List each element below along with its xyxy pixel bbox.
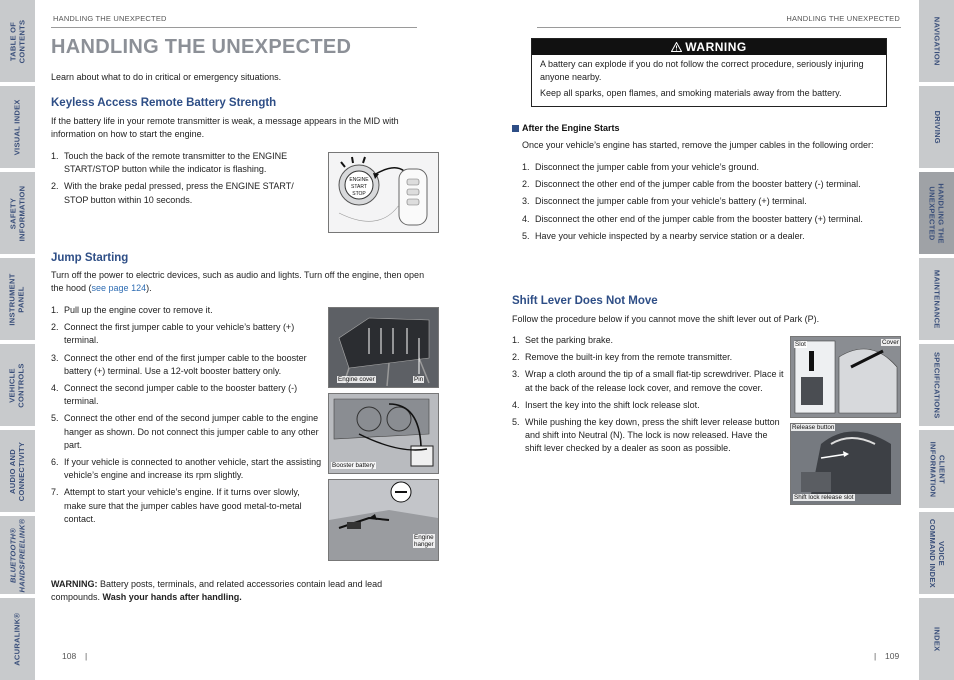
nav-tab-label: AUDIO AND CONNECTIVITY	[8, 441, 26, 501]
after-steps	[522, 161, 914, 247]
list-item: 3. Connect the other end of the first jumper cable to the booster battery (+) terminal. Use a 12-volt booster battery only.	[51, 352, 307, 376]
warning-box	[531, 38, 887, 107]
lead-warning-text: WARNING: Battery posts, terminals, and related accessories contain lead and lead compounds. Wash your hands after handling.	[51, 579, 383, 602]
jump-body: Turn off the power to electric devices, such as audio and lights. Turn off the engine, then open the hood (see page 124).	[51, 270, 425, 293]
page-title: HANDLING THE UNEXPECTED	[51, 36, 352, 58]
nav-tab-label: CLIENT INFORMATION	[928, 441, 946, 497]
nav-tab-index[interactable]	[919, 598, 954, 680]
list-item: 3. Disconnect the jumper cable from your vehicle’s battery (+) terminal.	[522, 196, 807, 207]
figure-remote-engine-start	[328, 152, 439, 233]
nav-tab-label: VISUAL INDEX	[12, 99, 22, 155]
figure-engine-hanger	[328, 479, 439, 561]
shift-heading: Shift Lever Does Not Move	[512, 295, 658, 307]
nav-tab-bluetooth[interactable]	[0, 516, 35, 594]
nav-tab-driving[interactable]	[919, 86, 954, 168]
nav-tab-label: NAVIGATION	[932, 16, 942, 66]
figure-shift-slot-cover	[790, 336, 901, 418]
list-item: 4. Insert the key into the shift lock release slot.	[512, 399, 700, 410]
figure-release-button	[790, 423, 901, 505]
nav-tab-vehicle-controls[interactable]	[0, 344, 35, 426]
caption-engine-cover: Engine cover	[338, 376, 375, 383]
figure-booster-battery	[328, 393, 439, 474]
warning-title: WARNING	[685, 40, 747, 54]
nav-tab-instrument-panel[interactable]	[0, 258, 35, 340]
list-item: 6. If your vehicle is connected to another vehicle, start the assisting vehicle’s engine and increase its rpm slightly.	[51, 457, 322, 481]
intro-text: Learn about what to do in critical or emergency situations.	[51, 72, 282, 82]
nav-tab-label: DRIVING	[932, 110, 942, 144]
list-item: 1. Set the parking brake.	[512, 335, 614, 345]
nav-tab-acuralink[interactable]	[0, 598, 35, 680]
nav-tab-label: TABLE OF CONTENTS	[8, 19, 26, 63]
nav-tab-label: SAFETY INFORMATION	[8, 185, 26, 241]
nav-tab-label: VOICE COMMAND INDEX	[928, 518, 946, 588]
list-item: 5. Have your vehicle inspected by a nearby service station or a dealer.	[522, 230, 805, 241]
running-head-right: HANDLING THE UNEXPECTED	[786, 14, 900, 23]
nav-tab-label: VEHICLE CONTROLS	[8, 362, 26, 408]
list-item: 3. Wrap a cloth around the tip of a small flat-tip screwdriver. Place it at the back of the release lock cover, and remove the cover.	[512, 369, 784, 393]
page-number-left: 108	[62, 651, 77, 661]
nav-tab-label: BLUETOOTH® HANDSFREELINK®	[8, 518, 26, 592]
release-button-illustration	[791, 424, 900, 504]
list-item: 2. Disconnect the other end of the jumper cable from the booster battery (-) terminal.	[522, 179, 861, 190]
list-item: 2. With the brake pedal pressed, press the ENGINE START/ STOP button within 10 seconds.	[51, 181, 294, 205]
section-square-icon	[512, 125, 519, 132]
list-item: 2. Connect the first jumper cable to your vehicle’s battery (+) terminal.	[51, 322, 295, 346]
jump-steps	[51, 304, 323, 530]
nav-tab-visual-index[interactable]	[0, 86, 35, 168]
warning-line: A battery can explode if you do not follow the correct procedure, seriously injuring anyone nearby.	[540, 59, 864, 82]
page-sep-left: |	[85, 651, 88, 661]
page-number-right: 109	[885, 651, 900, 661]
keyless-heading: Keyless Access Remote Battery Strength	[51, 97, 277, 109]
shift-slot-illustration	[791, 337, 900, 417]
engine-button-text-1: ENGINE	[349, 177, 369, 183]
nav-tab-safety-information[interactable]	[0, 172, 35, 254]
caption-pin: Pin	[414, 376, 424, 383]
nav-tab-table-of-contents[interactable]	[0, 0, 35, 82]
left-section-nav	[0, 0, 35, 680]
warning-triangle-icon	[671, 42, 682, 52]
nav-tab-specifications[interactable]	[919, 344, 954, 426]
caption-booster-battery: Booster battery	[332, 462, 375, 469]
caption-shift-lock-slot: Shift lock release slot	[794, 494, 854, 501]
after-intro: Once your vehicle’s engine has started, remove the jumper cables in the following order:	[522, 140, 874, 150]
list-item: 4. Connect the second jumper cable to the booster battery (-) terminal.	[51, 383, 298, 407]
header-rule-right	[537, 27, 901, 28]
header-rule-left	[51, 27, 417, 28]
list-item: 1. Touch the back of the remote transmitter to the ENGINE START/STOP button while the indicator is flashing.	[51, 151, 288, 175]
nav-tab-label: INDEX	[932, 626, 942, 652]
nav-tab-navigation[interactable]	[919, 0, 954, 82]
engine-button-text-2: START	[351, 184, 367, 190]
running-head-left: HANDLING THE UNEXPECTED	[53, 14, 167, 23]
caption-cover: Cover	[882, 339, 899, 346]
warning-body	[532, 55, 886, 103]
caption-slot: Slot	[795, 341, 806, 348]
list-item: 1. Disconnect the jumper cable from your vehicle’s ground.	[522, 162, 759, 172]
warning-box-header	[532, 39, 886, 55]
list-item: 4. Disconnect the other end of the jumper cable from the booster battery (+) terminal.	[522, 213, 863, 224]
caption-engine-hanger: Engine hanger	[414, 534, 434, 548]
nav-tab-label: SPECIFICATIONS	[932, 351, 942, 419]
nav-tab-voice-command-index[interactable]	[919, 512, 954, 594]
figure-engine-cover	[328, 307, 439, 388]
nav-tab-maintenance[interactable]	[919, 258, 954, 340]
list-item: 2. Remove the built-in key from the remote transmitter.	[512, 352, 733, 363]
nav-tab-audio-connectivity[interactable]	[0, 430, 35, 512]
see-page-link[interactable]: see page 124	[91, 283, 147, 293]
after-heading: After the Engine Starts	[512, 123, 620, 133]
list-item: 5. Connect the other end of the second jumper cable to the engine hanger as shown. Do not connect this jumper cable to any other part.	[51, 413, 319, 450]
list-item: 7. Attempt to start your vehicle’s engine. If it turns over slowly, make sure that the jumper cables have good metal-to-metal contact.	[51, 487, 302, 524]
nav-tab-label: INSTRUMENT PANEL	[8, 272, 26, 326]
page-sep-right: |	[874, 651, 877, 661]
nav-tab-label: HANDLING THE UNEXPECTED	[928, 182, 947, 244]
jump-heading: Jump Starting	[51, 252, 129, 264]
nav-tab-label: ACURALINK®	[12, 612, 22, 666]
shift-intro: Follow the procedure below if you cannot move the shift lever out of Park (P).	[512, 314, 820, 324]
warning-line: Keep all sparks, open flames, and smoking materials away from the battery.	[540, 88, 842, 98]
shift-steps	[512, 334, 786, 460]
nav-tab-client-information[interactable]	[919, 430, 954, 508]
remote-to-button-illustration	[329, 153, 438, 232]
right-section-nav	[919, 0, 954, 680]
keyless-steps	[51, 150, 313, 211]
list-item: 5. While pushing the key down, press the shift lever release button and shift into Neutral (N). The lock is now released. Have the shift lever checked by a dealer as soon as possible.	[512, 417, 780, 454]
engine-button-text-3: STOP	[352, 191, 366, 197]
caption-release-button: Release button	[792, 424, 835, 431]
keyless-body: If the battery life in your remote transmitter is weak, a message appears in the MID with information on how to start the engine.	[51, 116, 399, 139]
nav-tab-label: MAINTENANCE	[932, 269, 942, 329]
nav-tab-handling-unexpected[interactable]	[919, 172, 954, 254]
engine-hanger-illustration	[329, 480, 438, 560]
list-item: 1. Pull up the engine cover to remove it.	[51, 305, 213, 315]
